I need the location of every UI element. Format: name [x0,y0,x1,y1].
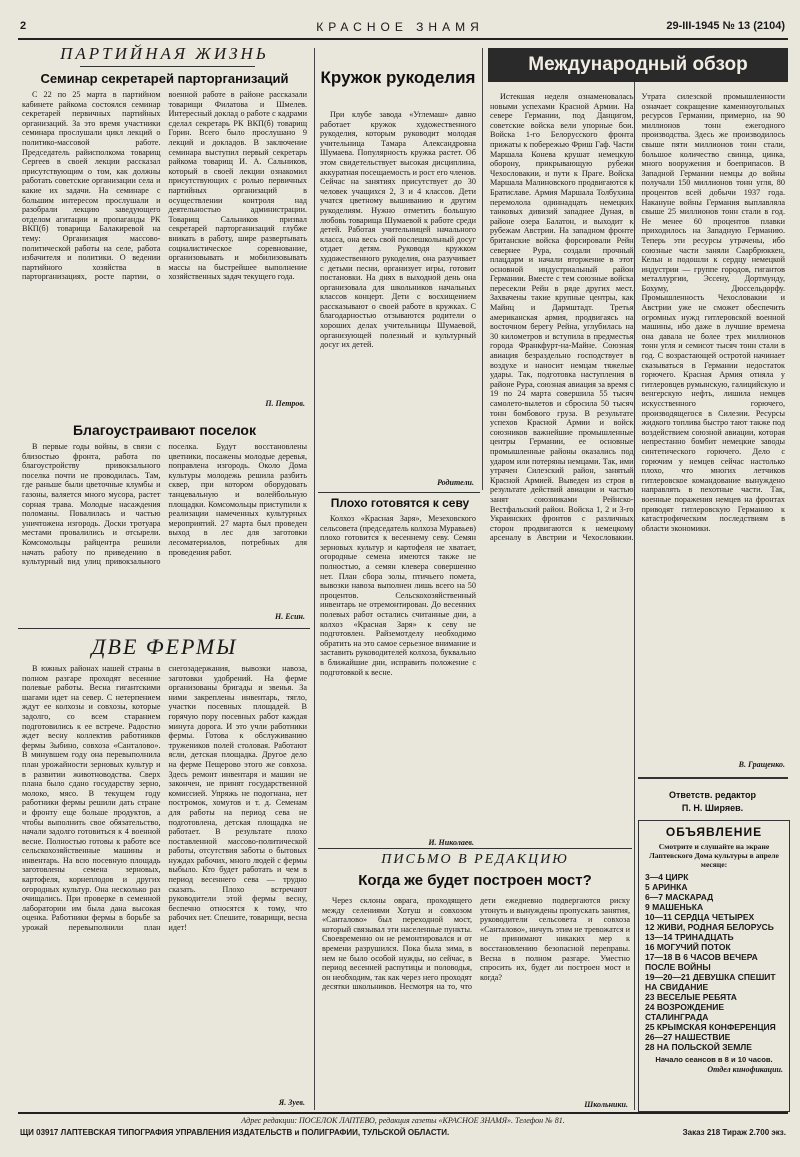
footer-rule [18,1112,788,1114]
article-poselok [22,442,307,608]
announcement-title: ОБЪЯВЛЕНИЕ [665,825,763,839]
headline-sev: Плохо готовятся к севу [330,496,470,510]
article-letter [322,896,630,1100]
article-text: В первые годы войны, в связи с близостью фронта, работа по благоустройству привокзального поселка почти не проводилась. Там, где раньше были цветочные клумбы и газоны, валяется много мусора, растет сорная трава. Молодые насаждения поломаны. Повалилась и частью уничтожена изгородь. Доски тротуара местами провалились и отсырели. Комсомольцы райцентра решили начать работу по приведению в культурный вид улиц привокзального поселка. Будут восстановлены цветники, посажены молодые деревья, поправлена изгородь. Около Дома культуры молодежь решила разбить сквер, при котором оборудовать танцевальную и волейбольную площадки. Комсомольцы приступили к реализации намеченных культурных мероприятий. 27 марта был проведен выход в лес для заготовки лесоматериалов, потребных для проведения работ. [22,442,307,567]
footer-order: Заказ 218 Тираж 2.700 экз. [682,1128,786,1137]
article-text: Колхоз «Красная Заря», Мезеховского сельсовета (председатель колхоза Муравьев) плохо готовится к весеннему севу. Семян зерновых культур и картофеля не хватает, огородные семена имеются также не полностью, а семян клевера совершенно нет. План сбора золы, птичьего помета, вывозки навоза выполнен лишь всего на 50 процентов. Сельскохозяйственный инвентарь не отремонтирован. До весенних полевых работ остались считанные дни, а колхоз «Красная Заря» к севу не подготовлен. Райземотделу необходимо обратить на это самое серьезное внимание и заставить руководителей колхоза, буквально в ближайшие дни, исправить положение с подготовкой к весне. [320,514,476,677]
announcement-box [638,820,790,1112]
masthead-rule [18,38,788,40]
announcement-item: 28 НА ПОЛЬСКОЙ ЗЕМЛЕ [645,1042,752,1052]
headline-international: Международный обзор [488,48,788,82]
headline-bridge: Когда же будет построен мост? [358,872,592,889]
announcement-item: 13—14 ТРИНАДЦАТЬ [645,932,734,942]
article-review [490,92,785,752]
announcement-item: 3—4 ЦИРК [645,872,689,882]
announcement-item: 26—27 НАШЕСТВИЕ [645,1032,731,1042]
announcement-item: 6—7 МАСКАРАД [645,892,714,902]
divider [638,777,788,779]
byline: П. Петров. [265,399,305,408]
divider [80,66,255,67]
announcement-intro: Смотрите и слушайте на экране Лаптевского Дома культуры в апреле месяце: [649,842,779,869]
announcement-item: 12 ЖИВИ, РОДНАЯ БЕЛОРУСЬ [645,922,774,932]
article-text: С 22 по 25 марта в партийном кабинете райкома состоялся семинар секретарей первичных партийных организаций. За это время участники семинара прослушали цикл лекций о политико-массовой работе. Председатель райисполкома товарищ Сергеев в своей лекции рассказал присутствующим о том, как должны работать советские организации села и какие их задачи. На семинаре с большим интересом прослушали и разобрали лекцию заведующего отделом агитации и пропаганды РК ВКП(б) товарища Балакиревой на тему: Организация массово-политической работы на селе, работа избачителя и политики. О ведении партийного хозяйства в парторганизациях, росте партии, о военной работе в районе рассказали товарищи Филатова и Шмелев. Интересный доклад о работе с кадрами сделал секретарь РК ВКП(б) товарищ Горин. Всего было прослушано 9 лекций и докладов. В заключение семинара выступил первый секретарь райкома товарищ И. А. Сальников, который в своей лекции ознакомил присутствующих с ролью первичных партийных организаций в осуществлении контроля над деятельностью администрации. Товарищ Сальников призвал секретарей парторганизаций глубже вникать в работу, шире развертывать социалистическое соревнование, организовывать и мобилизовывать массы на быстрейшее выполнение хозяйственных задач текущего года. [22,90,307,282]
headline-seminar: Семинар секретарей парторганизаций [40,71,289,86]
announcement-list [645,872,783,1052]
byline: И. Николаев. [428,838,474,847]
footer-printer: ЩИ 03917 ЛАПТЕВСКАЯ ТИПОГРАФИЯ УПРАВЛЕНИЯ ИЗДАТЕЛЬСТВ и ПОЛИГРАФИИ, ТУЛЬСКОЙ ОБЛАСТИ. [20,1128,450,1137]
headline-circle: Кружок рукоделия [320,68,476,87]
article-text: Через склоны оврага, проходящего между селениями Хотуш и совхозом «Санталово» был переходной мост, который связывал эти населенные пункты. Своевременно он не ремонтировался и от времени разрушился. Пока была зима, в нем не было особой нужды, но сейчас, в период весенней распутицы и половодья, он необходим, так как через него проходят десятки школьников. Несмотря на то, что дети ежедневно подвергаются риску утонуть и вынуждены пропускать занятия, руководители сельсовета и совхоза «Санталово», ничуть этим не тревожатся и не принимают никаких мер к восстановлению безопасной переправы. Весна в полном разгаре. Уместно спросить их, будет ли построен мост и когда? [322,896,630,992]
announcement-item: 5 АРИНКА [645,882,688,892]
section-letter: ПИСЬМО В РЕДАКЦИЮ [381,852,569,867]
announcement-item: 23 ВЕСЕЛЫЕ РЕБЯТА [645,992,737,1002]
announcement-item: 24 ВОЗРОЖДЕНИЕ СТАЛИНГРАДА [645,1002,725,1022]
article-farms [22,664,307,1098]
article-sev [320,514,476,832]
newspaper-title: КРАСНОЕ ЗНАМЯ [316,20,484,34]
divider [318,492,480,493]
announcement-item: 25 КРЫМСКАЯ КОНФЕРЕНЦИЯ [645,1022,776,1032]
divider [18,628,310,629]
article-text: При клубе завода «Углемаш» давно работает кружок художественного рукоделия, которым руководит молодая учительница Тамара Александровна Шумаева. Популярность кружка растет. Об этом свидетельствует высокая дисциплина, аккуратная посещаемость и рост его членов. Сейчас на занятиях присутствует до 30 человек учащихся 2, 3 и 4 классов. Дети учатся цветному вышиванию и другим рукоделиям. Нужно отметить большую любовь товарища Шумаевой к работе среди детей. Работая учительницей начального класса, она весь свой послешкольный досуг отдает детям. Руководя кружком художественного рукоделия, она разучивает с детьми песни, организует игры, готовит постановки. На днях в выходной день она организовала для школьников начальных классов концерт. Дети с восхищением рассказывают о своей работе в кружках. С благодарностью отзываются родители о хороших делах учительницы Шумаевой, организующей полезный и культурный досуг их детей. [320,110,476,350]
announcement-item: 10—11 СЕРДЦА ЧЕТЫРЕХ [645,912,755,922]
announcement-item: 9 МАШЕНЬКА [645,902,704,912]
editor-label: Ответств. редактор [669,790,756,800]
announcement-item: 16 МОГУЧИЙ ПОТОК [645,942,731,952]
divider [318,848,632,849]
article-text: Истекшая неделя ознаменовалась новыми успехами Красной Армии. На севере Германии, под Данцигом, советские войска вели упорные бои. Войска 1-го Белорусского фронта прижаты к побережью Фриш Гаф. Части Маршала Конева крушат немецкую оборону, прикрывающую рубежи Чехословакии, и пути к Праге. Войска Маршала Малиновского продвигаются к Братиславе. Армия Маршала Толбухина перемолола одиннадцать немецких танковых дивизий западнее Дуная, в районе озера Балатон, и выходит к рубежам Австрии. На западном фронте британские войска форсировали Рейн севернее Рура, создали прочный плацдарм и начали вторжение в этот основной индустриальный район Германии. Вместе с тем союзные войска пересекли Рейн в ряде других мест. Захвачены такие крупные центры, как Майнц и Дармштадт. Третья американская армия, продвигаясь на восточном берегу Рейна, углубилась на 30 километров и вступила в предместья города Франкфурт-на-Майне. Союзная авиация безраздельно господствует в воздухе и наносит немцам тяжелые удары. Так, подготовка наступления в районе Рура, союзная авиация за время с 19 по 24 марта совершила 55 тысяч самолето-вылетов и сбросила 50 тысяч тонн бомбового груза. В результате успехов Красной Армии и войск союзников важнейшие промышленные центры Германии, ее основные промышленные районы оказались под ударом или потеряны немцами. Так, ими утрачен Силезский район, занятый Красной Армией. Выведен из строя в результате действий авиации и частью занят союзниками Рейнско-Вестфальский район. Войска 1, 2 и 3-го Украинских фронтов с различных сторон продвигаются к немецкому арсеналу в Австрии и Чехословакии. Утрата силезской промышленности означает сокращение каменноугольных ресурсов Германии, примерно, на 90 миллионов тонн ежегодного производства. Здесь же производилось свыше пяти миллионов тонн стали, большое количество свинца, цинка, много вооружения и боеприпасов. В Западной Германии немцы до войны получали 150 миллионов тонн угля, 80 процентов всей добычи 1937 года. Накануне войны Германия выплавляла свыше 25 миллионов тонн стали в год. Не менее 60 процентов плавки приходилось на Западную Германию. Теперь эти ресурсы утрачены, ибо союзные части заняли Саарбрюккен, Кельн и подошли к сердцу немецкой индустрии — группе городов, гигантов металлургии, Эссену, Дортмунду, Бохуму, Дюссельдорфу. Промышленность Чехословакии и Австрии уже не сможет обеспечить огромных нужд гитлеровской военной машины, ибо даже в лучшие времена она давала не более трех миллионов тонн угля и семисот тысяч тонн стали в год. С возрастающей остротой начинает сказываться в Германии недостаток горючего. Красная Армия отняла у гитлеровцев румынскую, галицийскую и венгерскую нефть, лишила немцев искусственного горючего, производящегося в Силезии. Ресурсы жидкого топлива быстро тают также под воздействием союзной авиации, которая непрестанно бомбит немецкие заводы синтетического горючего. Дело с горючим у немцев сейчас настолько плохо, что многих летчиков гитлеровское командование вынуждено направлять в пехотные части. Так, военные поражения немцев на фронтах приводят гитлеровскую Германию к катастрофическим последствиям в области экономики. [490,92,785,543]
page-number: 2 [20,20,27,32]
issue-date: 29-III-1945 № 13 (2104) [666,20,785,32]
section-party-life: ПАРТИЙНАЯ ЖИЗНЬ [60,44,269,63]
footer-address: Адрес редакции: ПОСЕЛОК ЛАПТЕВО, редакция газеты «КРАСНОЕ ЗНАМЯ». Телефон № 81. [241,1116,565,1125]
article-text: В южных районах нашей страны в полном разгаре проходят весенние полевые работы. Весна гигантскими шагами идет на север. С нетерпением ждут ее колхозы и совхозы, которые задолго, со всем старанием подготовились к ее встрече. Радостно ждет весну коллектив работников фермы Зыбино, совхоза «Санталово». В минувшем году она перевыполнила план урожайности зерновых культур и в развитии животноводства. Сверх плана было сдано государству зерно, молоко, мясо. В текущем году работники фермы решили дать стране и фронту еще больше продуктов, а чтобы выполнить свое обязательство, начали задолго готовиться к 4 военной весне. Полностью готовы к работе все сельскохозяйственные машины и инвентарь. На всю посевную площадь заготовлены семена зерновых, картофеля, корнеплодов и других огородных культур. Она несколько раз очищались. При проверке в семенной лаборатории им была дана высокая оценка. Работники фермы в борьбе за урожай перевыполнили план снегозадержания, вывозки навоза, заготовки удобрений. На ферме организованы бригады и звенья. За ними закреплены инвентарь, тягло, участки посевных площадей. В горячую пору посевных работ каждая минута дорога. И это учли работники фермы. Готова к обслуживанию тружеников полей столовая. Работают ясли, детская площадка. Другое дело на ферме Пещерово этого же совхоза. Здесь ремонт инвентаря и машин не закончен, не принят государственной комиссией. Упряжь не подогнана, нет постромок, хомутов и т. д. Семенам для работы на период сева не подготовлена, детская площадка не работает. В результате плохо поставленной массово-политической работы, отсутствия заботы о бытовых нуждах рабочих, много людей с фермы выбыло. Кто будет работать и чем в период весеннего сева — трудно сказать. Плохо встречают руководители этой фермы весну, беспечно относятся к тому, что рабочих нет. Спешите, товарищи, весна идет! [22,664,307,933]
headline-poselok: Благоустраивают поселок [72,422,256,438]
announcement-footer: Начало сеансов в 8 и 10 часов. [655,1055,773,1064]
byline: Н. Есин. [275,612,305,621]
article-seminar [22,90,307,408]
byline: Я. Зуев. [278,1098,305,1107]
byline: В. Гращенко. [738,760,785,769]
announcement-item: 17—18 В 6 ЧАСОВ ВЕЧЕРА ПОСЛЕ ВОЙНЫ [645,952,758,972]
column-divider [482,48,483,490]
column-divider [314,48,315,1110]
headline-two-farms: ДВЕ ФЕРМЫ [91,634,238,659]
announcement-item: 19—20—21 ДЕВУШКА СПЕШИТ НА СВИДАНИЕ [645,972,776,992]
announcement-signature: Отдел кинофикации. [707,1065,783,1074]
byline: Родители. [437,478,474,487]
article-circle [320,110,476,468]
byline: Школьники. [584,1100,628,1109]
editor-name: П. Н. Ширяев. [681,803,744,813]
